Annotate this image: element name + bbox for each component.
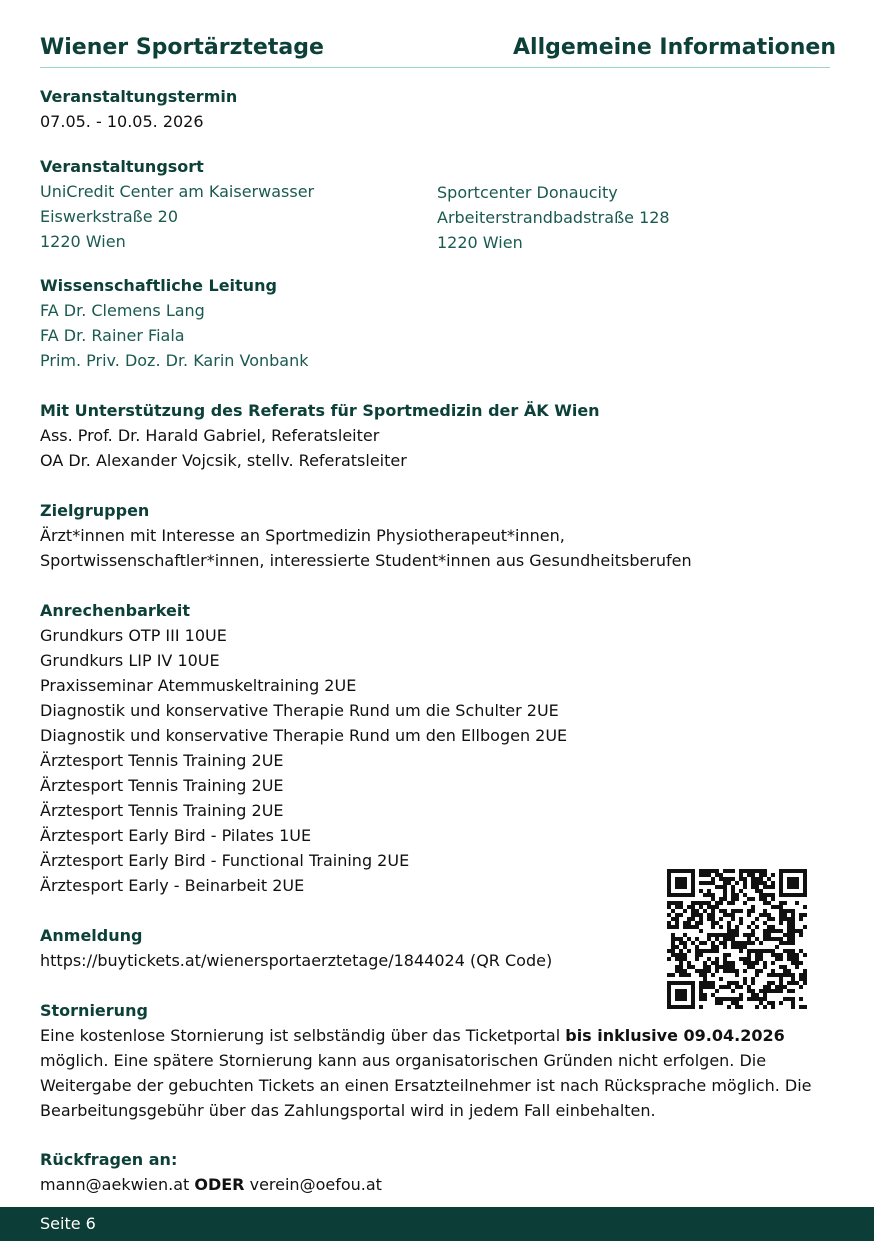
- zielgruppen-line: Sportwissenschaftler*innen, interessierte Student*innen aus Gesundheitsberufen: [40, 551, 692, 570]
- referat-heading: Mit Unterstützung des Referats für Sportmedizin der ÄK Wien: [40, 401, 600, 420]
- page-number: Seite 6: [40, 1214, 96, 1233]
- ort-section: [40, 154, 314, 254]
- credit-item: Diagnostik und konservative Therapie Rund um den Ellbogen 2UE: [40, 726, 568, 745]
- termin-heading: Veranstaltungstermin: [40, 87, 238, 106]
- venue2: [437, 180, 670, 255]
- anrechenbarkeit-section: [40, 598, 567, 898]
- referat-name: Ass. Prof. Dr. Harald Gabriel, Referatsleiter: [40, 426, 380, 445]
- credit-item: Grundkurs OTP III 10UE: [40, 626, 227, 645]
- venue1-line: UniCredit Center am Kaiserwasser: [40, 182, 315, 201]
- stornierung-text-pre: Eine kostenlose Stornierung ist selbständig über das Ticketportal: [40, 1026, 566, 1045]
- credit-item: Grundkurs LIP IV 10UE: [40, 651, 220, 670]
- referat-section: [40, 398, 600, 473]
- event-title: Wiener Sportärztetage: [40, 35, 324, 60]
- venue2-line: 1220 Wien: [437, 233, 523, 252]
- rueckfragen-heading: Rückfragen an:: [40, 1150, 178, 1169]
- termin-section: [40, 84, 237, 134]
- leitung-name: Prim. Priv. Doz. Dr. Karin Vonbank: [40, 351, 309, 370]
- termin-value: 07.05. - 10.05. 2026: [40, 112, 204, 131]
- rueckfragen-section: [40, 1147, 382, 1197]
- stornierung-heading: Stornierung: [40, 1001, 148, 1020]
- page-header: [40, 33, 836, 68]
- leitung-name: FA Dr. Clemens Lang: [40, 301, 205, 320]
- credit-item: Praxisseminar Atemmuskeltraining 2UE: [40, 676, 357, 695]
- credit-item: Ärztesport Early Bird - Functional Training 2UE: [40, 851, 410, 870]
- credit-item: Diagnostik und konservative Therapie Rund um die Schulter 2UE: [40, 701, 559, 720]
- leitung-section: [40, 273, 308, 373]
- email-link-1[interactable]: mann@aekwien.at: [40, 1175, 190, 1194]
- stornierung-text-post: möglich. Eine spätere Stornierung kann aus organisatorischen Gründen nicht erfolgen. Die Weitergabe der gebuchten Tickets an einen Ersatzteilnehmer ist nach Rücksprache möglich. Die Bearbeitungsgebühr über das Zahlungsportal wird in jedem Fall einbehalten.: [40, 1051, 812, 1120]
- storno-deadline: bis inklusive 09.04.2026: [565, 1026, 785, 1045]
- credit-item: Ärztesport Early - Beinarbeit 2UE: [40, 876, 305, 895]
- referat-name: OA Dr. Alexander Vojcsik, stellv. Referatsleiter: [40, 451, 407, 470]
- venue2-line: Sportcenter Donaucity: [437, 183, 618, 202]
- registration-link[interactable]: https://buytickets.at/wienersportaerztetage/1844024 (QR Code): [40, 951, 553, 970]
- leitung-name: FA Dr. Rainer Fiala: [40, 326, 185, 345]
- page-footer: [0, 1207, 874, 1241]
- oder-connector: ODER: [194, 1175, 245, 1194]
- credit-item: Ärztesport Tennis Training 2UE: [40, 776, 284, 795]
- zielgruppen-heading: Zielgruppen: [40, 501, 150, 520]
- credit-item: Ärztesport Tennis Training 2UE: [40, 801, 284, 820]
- section-title: Allgemeine Informationen: [513, 35, 836, 60]
- zielgruppen-section: [40, 498, 692, 573]
- qr-code[interactable]: [667, 869, 807, 1009]
- anmeldung-heading: Anmeldung: [40, 926, 143, 945]
- contact-line: [40, 1172, 382, 1197]
- credit-item: Ärztesport Early Bird - Pilates 1UE: [40, 826, 312, 845]
- anrechenbarkeit-heading: Anrechenbarkeit: [40, 601, 190, 620]
- email-link-2[interactable]: verein@oefou.at: [249, 1175, 382, 1194]
- anmeldung-section: [40, 923, 552, 973]
- venue2-line: Arbeiterstrandbadstraße 128: [437, 208, 670, 227]
- ort-heading: Veranstaltungsort: [40, 157, 204, 176]
- zielgruppen-line: Ärzt*innen mit Interesse an Sportmedizin Physiotherapeut*innen,: [40, 526, 565, 545]
- stornierung-text: [40, 1023, 830, 1123]
- venue1-line: 1220 Wien: [40, 232, 126, 251]
- venue1-line: Eiswerkstraße 20: [40, 207, 179, 226]
- credit-item: Ärztesport Tennis Training 2UE: [40, 751, 284, 770]
- stornierung-section: [40, 998, 830, 1123]
- leitung-heading: Wissenschaftliche Leitung: [40, 276, 277, 295]
